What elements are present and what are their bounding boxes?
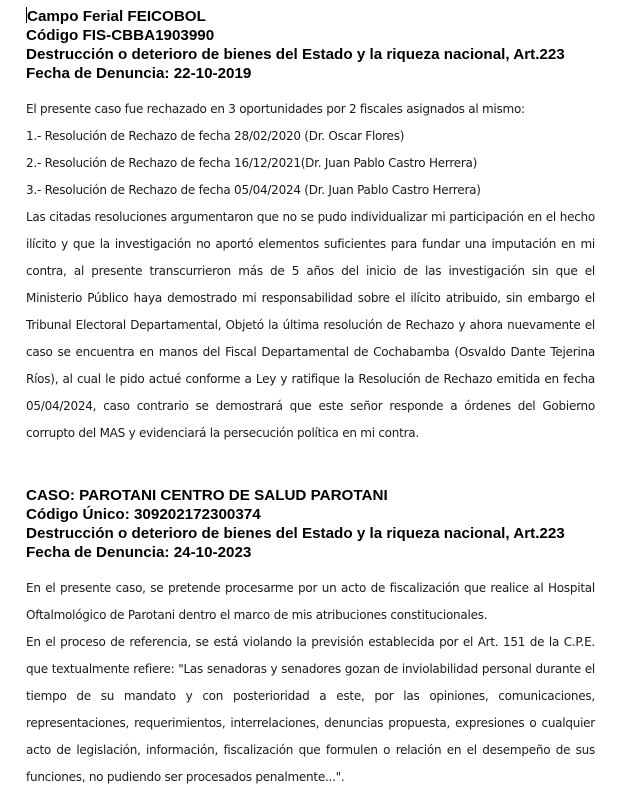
case-2-crime: Destrucción o deterioro de bienes del Estado y la riqueza nacional, Art.223: [26, 525, 565, 542]
case-1-date: Fecha de Denuncia: 22-10-2019: [26, 65, 252, 82]
document-page: [26, 7, 595, 791]
case-2-paragraph-1: En el presente caso, se pretende procesarme por un acto de fiscalización que realice al Hospital Oftalmológico de Parotani dentro el marco de mis atribuciones constitucionales.: [26, 581, 595, 622]
case-1-paragraph: Las citadas resoluciones argumentaron que no se pudo individualizar mi participación en el hecho ilícito y que la investigación no aportó elementos suficientes para fundar una imputación en mi contra, al presente transcurrieron más de 5 años del inicio de las investigación sin que el Ministerio Público haya demostrado mi responsabilidad sobre el ilícito atribuido, sin embargo el Tribunal Electoral Departamental, Objetó la última resolución de Rechazo y ahora nuevamente el caso se encuentra en manos del Fiscal Departamental de Cochabamba (Osvaldo Dante Tejerina Ríos), al cual le pido actué conforme a Ley y ratifique la Resolución de Rechazo emitida en fecha 05/04/2024, caso contrario se demostrará que este señor responde a órdenes del Gobierno corrupto del MAS y evidenciará la persecución política en mi contra.: [26, 210, 595, 440]
case-1-title-line: [26, 7, 595, 26]
case-1-title: Campo Ferial FEICOBOL: [27, 8, 206, 25]
case-1-code: Código FIS-CBBA1903990: [26, 27, 215, 44]
case-1-crime: Destrucción o deterioro de bienes del Estado y la riqueza nacional, Art.223: [26, 46, 565, 63]
case-2-date: Fecha de Denuncia: 24-10-2023: [26, 544, 252, 561]
case-1-body: [26, 96, 595, 447]
case-2-body: [26, 575, 595, 791]
case-2-header: [26, 486, 595, 562]
case-2-paragraph-2: En el proceso de referencia, se está violando la previsión establecida por el Art. 151 de la C.P.E. que textualmente refiere: "Las senadoras y senadores gozan de inviolabilidad personal durante el tiempo de su mandato y con posterioridad a este, por las opiniones, comunicaciones, representaciones, requerimientos, interrelaciones, denuncias propuesta, expresiones o cualquier acto de legislación, información, fiscalización que formulen o relación en el desempeño de sus funciones, no pudiendo ser procesados penalmente...".: [26, 635, 595, 784]
case-2-code: Código Único: 309202172300374: [26, 506, 261, 523]
case-2-title: CASO: PAROTANI CENTRO DE SALUD PAROTANI: [26, 487, 388, 504]
case-1-intro: El presente caso fue rechazado en 3 oportunidades por 2 fiscales asignados al mismo:: [26, 102, 525, 116]
case-1-header: [26, 7, 595, 83]
case-1-resolution-2: 2.- Resolución de Rechazo de fecha 16/12/2021(Dr. Juan Pablo Castro Herrera): [26, 156, 478, 170]
case-1-resolution-3: 3.- Resolución de Rechazo de fecha 05/04/2024 (Dr. Juan Pablo Castro Herrera): [26, 183, 481, 197]
case-1-resolution-1: 1.- Resolución de Rechazo de fecha 28/02/2020 (Dr. Oscar Flores): [26, 129, 405, 143]
